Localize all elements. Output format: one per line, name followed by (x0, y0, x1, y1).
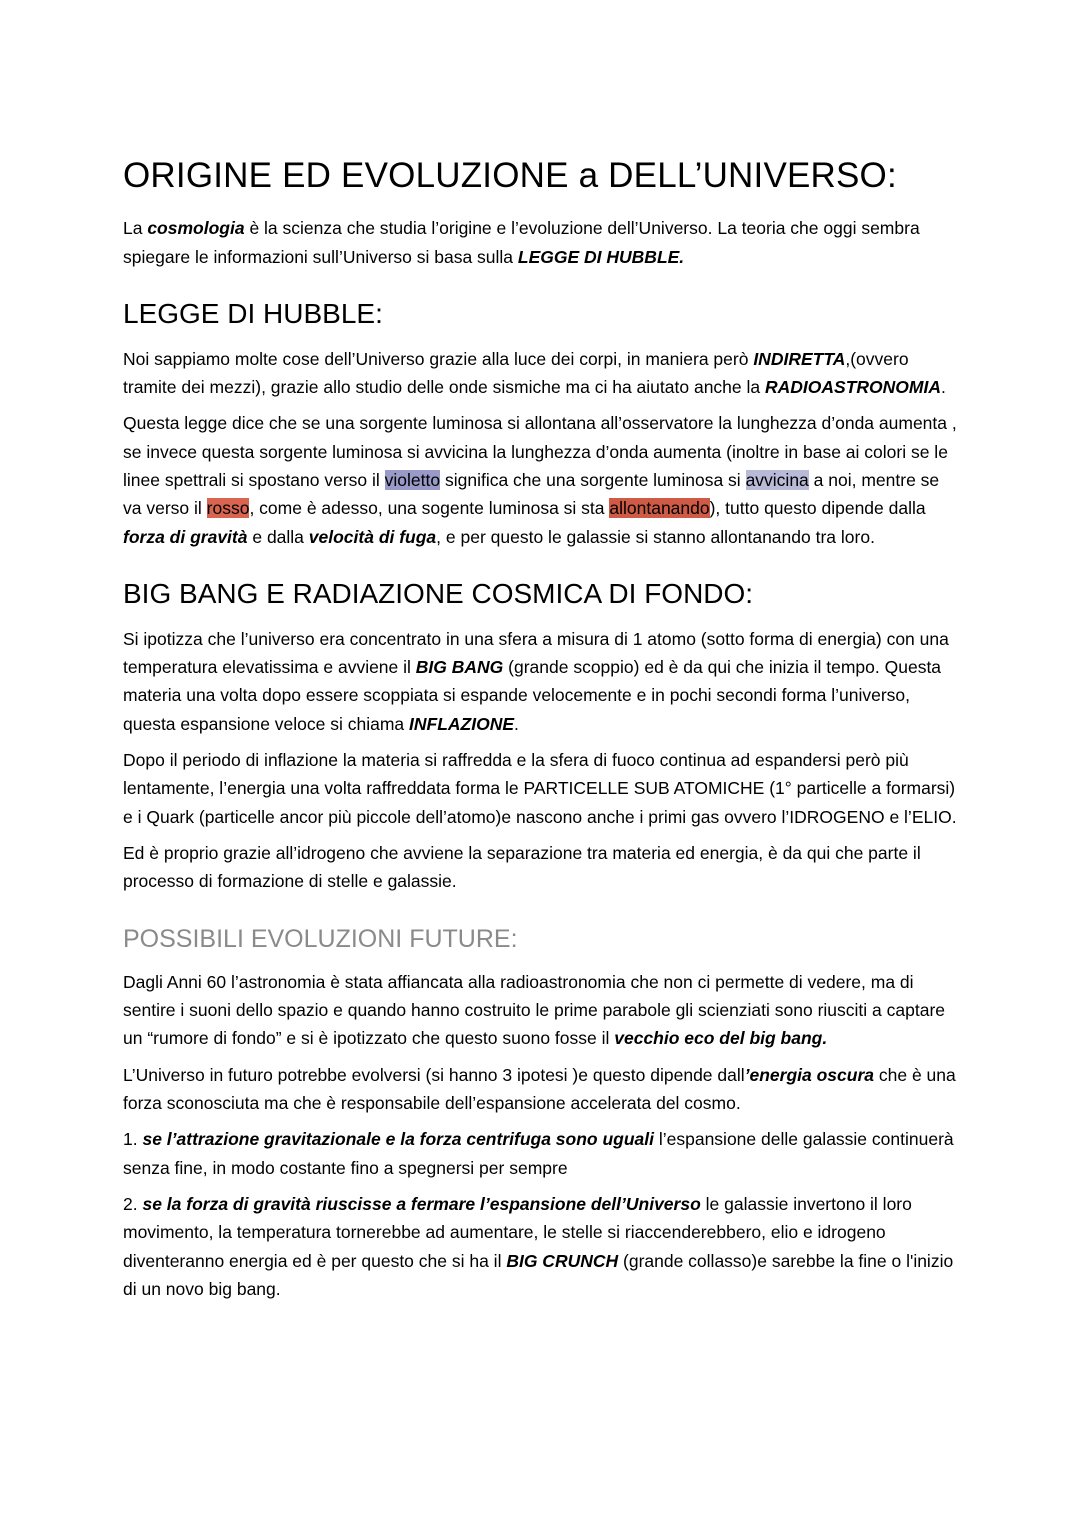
hubble-p2-part7: , e per questo le galassie si stanno allontanando tra loro. (436, 526, 875, 547)
future-item-2-rest: le galassie invertono il loro movimento, la temperatura tornerebbe ad aumentare, le stelle si riaccenderebbero, elio e idrogeno diventeranno energia ed è per questo che si ha il (123, 1194, 912, 1271)
hubble-p2-part6: e dalla (247, 526, 309, 547)
intro-text-part1: La (123, 218, 148, 239)
term-legge-di-hubble: LEGGE DI HUBBLE. (517, 246, 685, 267)
bigbang-text-1 (123, 625, 960, 738)
future-p1-part1: Dagli Anni 60 l’astronomia è stata affiancata alla radioastronomia che non ci permette di vedere, ma di sentire i suoni dello spazio e quando hanno costruito le prime parabole gli scienziati sono riusciti a captare un “rumore di fondo” e si è ipotizzato che questo suono fosse il (123, 971, 946, 1049)
bigbang-text-3: Ed è proprio grazie all’idrogeno che avviene la separazione tra materia ed energia, è da qui che parte il processo di formazione di stelle e galassie. (123, 842, 921, 892)
future-paragraph-2 (123, 1061, 960, 1118)
hubble-text-2 (123, 409, 960, 551)
term-big-crunch: BIG CRUNCH (506, 1250, 619, 1271)
future-item-2-number: 2. (123, 1194, 143, 1215)
term-vecchio-eco: vecchio eco del big bang. (614, 1028, 828, 1049)
hubble-p2-part4: , come è adesso, una sogente luminosa si sta (249, 498, 610, 519)
term-indiretta: INDIRETTA (753, 348, 846, 369)
bigbang-paragraph-1 (123, 625, 960, 738)
bigbang-paragraph-2 (123, 746, 960, 831)
intro-paragraph (123, 214, 960, 271)
term-cosmologia: cosmologia (147, 218, 245, 239)
term-velocita-di-fuga: velocità di fuga (308, 526, 437, 547)
highlight-violetto: violetto (384, 469, 441, 490)
hubble-paragraph-2 (123, 409, 960, 551)
future-item-1-rest: l’espansione delle galassie continuerà senza fine, in modo costante fino a spegnersi per sempre (123, 1129, 954, 1178)
future-text-1 (123, 968, 960, 1053)
future-item-2-text (123, 1190, 960, 1303)
hubble-p1-part1: Noi sappiamo molte cose dell’Universo grazie alla luce dei corpi, in maniera però (123, 348, 754, 369)
bigbang-p1-part2: (grande scoppio) ed è da qui che inizia il tempo. Questa materia una volta dopo essere scoppiata si espande velocemente e in pochi secondi forma l’universo, questa espansione veloce si chiama (123, 656, 942, 734)
hubble-p2-part5: ), tutto questo dipende dalla (709, 498, 926, 519)
future-paragraph-1 (123, 968, 960, 1053)
future-list-item-1 (123, 1125, 960, 1182)
term-inflazione: INFLAZIONE (409, 713, 515, 734)
future-list-item-2 (123, 1190, 960, 1303)
bigbang-text-2: Dopo il periodo di inflazione la materia si raffredda e la sfera di fuoco continua ad espandersi però più lentamente, l’energia una volta raffreddata forma le PARTICELLE SUB ATOMICHE (1° particelle a formarsi) e i Quark (particelle ancor più piccole dell’atomo)e nascono anche i primi gas ovvero l’IDROGENO e l’ELIO. (123, 749, 957, 827)
hubble-p2-part3: a noi, mentre se va verso il (123, 469, 940, 519)
future-p2-part2: che è una forza sconosciuta ma che è responsabile dell’espansione accelerata del cosmo. (123, 1064, 956, 1114)
intro-text (123, 214, 960, 271)
hubble-p2-part1: Questa legge dice che se una sorgente luminosa si allontana all’osservatore la lunghezza d’onda aumenta , se invece questa sorgente luminosa si avvicina la lunghezza d’onda aumenta (inoltre in base ai colori se le linee spettrali si spostano verso il (123, 413, 957, 490)
highlight-allontanando: allontanando (609, 498, 710, 519)
hubble-p1-part3: . (940, 376, 946, 397)
hubble-paragraph-1 (123, 345, 960, 402)
highlight-avvicina: avvicina (745, 469, 809, 490)
future-item-2-emphasis: se la forza di gravità riuscisse a fermare l’espansione dell’Universo (142, 1194, 701, 1215)
bigbang-p1-part1: Si ipotizza che l’universo era concentrato in una sfera a misura di 1 atomo (sotto forma di energia) con una temperatura elevatissima e avviene il (123, 628, 949, 677)
future-item-1-emphasis: se l’attrazione gravitazionale e la forza centrifuga sono uguali (142, 1129, 654, 1150)
future-p2-part1: L’Universo in futuro potrebbe evolversi (si hanno 3 ipotesi )e questo dipende dall (123, 1064, 745, 1085)
term-big-bang: BIG BANG (415, 656, 504, 677)
bigbang-paragraph-3 (123, 839, 960, 896)
hubble-p2-part2: significa che una sorgente luminosa si (440, 469, 746, 490)
term-forza-di-gravita: forza di gravità (123, 526, 248, 547)
section-heading-future: POSSIBILI EVOLUZIONI FUTURE: (123, 924, 518, 953)
section-heading-hubble: LEGGE DI HUBBLE: (123, 297, 383, 329)
intro-text-part2: è la scienza che studia l’origine e l’evoluzione dell’Universo. La teoria che oggi sembra spiegare le informazioni sull’Universo si basa sulla (123, 218, 920, 267)
bigbang-p1-part3: . (514, 713, 519, 734)
page-title: ORIGINE ED EVOLUZIONE a DELL’UNIVERSO: (123, 156, 897, 195)
hubble-text-1 (123, 345, 960, 402)
future-item-1-text (123, 1125, 960, 1182)
term-radioastronomia: RADIOASTRONOMIA (765, 376, 941, 397)
section-heading-bigbang: BIG BANG E RADIAZIONE COSMICA DI FONDO: (123, 577, 754, 609)
future-item-1-number: 1. (123, 1129, 143, 1150)
term-energia-oscura: ’energia oscura (744, 1064, 875, 1085)
highlight-rosso: rosso (206, 498, 250, 519)
future-item-2-rest2: (grande collasso)e sarebbe la fine o l'inizio di un novo big bang. (123, 1250, 954, 1300)
future-text-2 (123, 1061, 960, 1118)
hubble-p1-part2: ,(ovvero tramite dei mezzi), grazie allo studio delle onde sismiche ma ci ha aiutato anche la (123, 348, 909, 397)
